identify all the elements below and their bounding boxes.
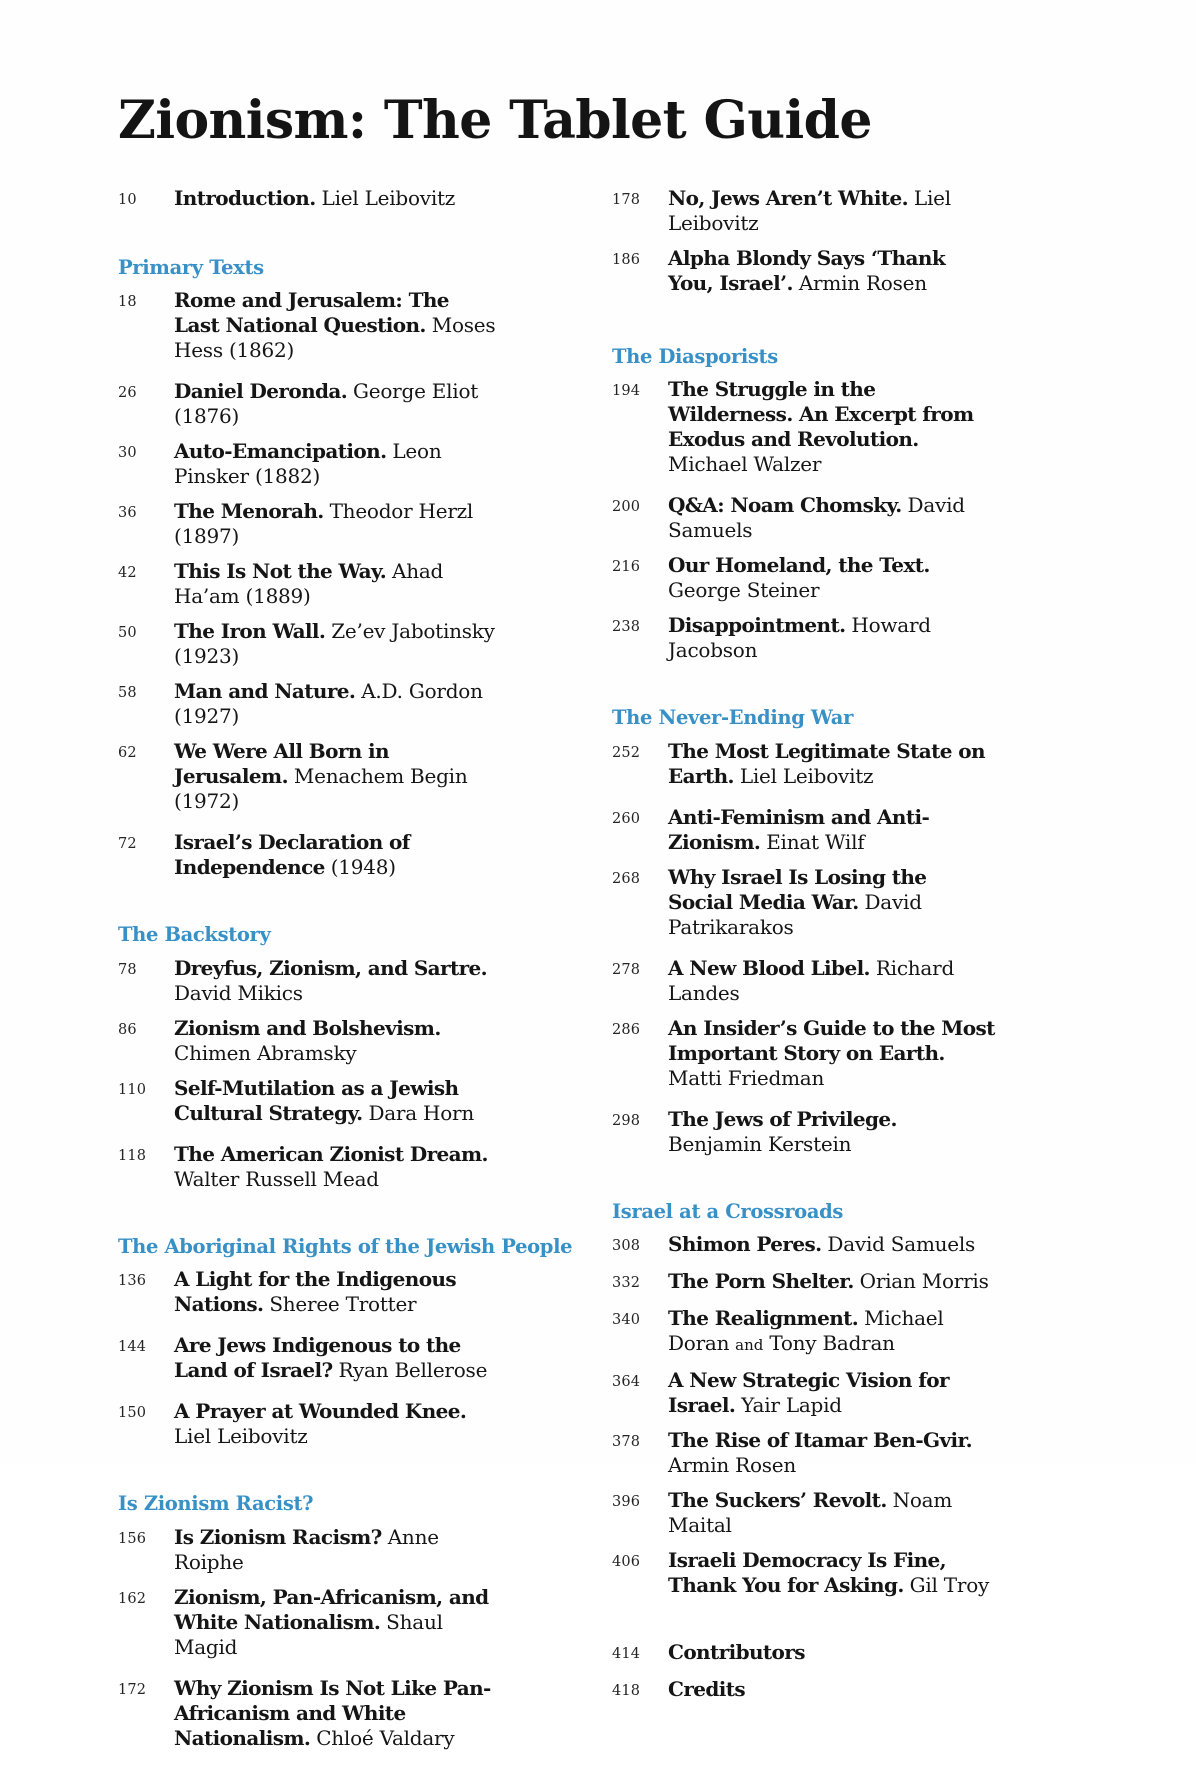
toc-entry-group xyxy=(118,186,498,213)
toc-entry-page-number: 50 xyxy=(118,625,137,642)
section-spacer xyxy=(612,1614,996,1640)
toc-entry[interactable] xyxy=(118,1267,498,1317)
toc-entry[interactable] xyxy=(118,186,498,213)
toc-entry-page-number: 162 xyxy=(118,1590,147,1607)
toc-entry-page-number: 62 xyxy=(118,745,137,762)
toc-entry-page-number: 186 xyxy=(612,252,641,268)
section-spacer xyxy=(118,1459,498,1493)
toc-entry[interactable] xyxy=(612,1269,996,1296)
toc-entry-byline: Moses Hess (1862) xyxy=(174,313,496,363)
toc-entry-page-number: 418 xyxy=(612,1683,641,1700)
toc-entry-body xyxy=(174,1676,498,1751)
toc-entry-byline: George Steiner xyxy=(668,578,820,603)
section-heading: The Never-Ending War xyxy=(612,706,853,730)
toc-entry-page-number: 340 xyxy=(612,1312,641,1329)
toc-entry[interactable] xyxy=(612,553,996,603)
toc-entry-byline: Einat Wilf xyxy=(766,829,865,854)
section-heading: Is Zionism Racist? xyxy=(118,1492,314,1516)
section-heading: The Aboriginal Rights of the Jewish People xyxy=(118,1234,573,1258)
toc-entry-byline: David Patrikarakos xyxy=(668,889,922,939)
toc-entry-byline: Ryan Bellerose xyxy=(338,1358,488,1383)
toc-entry-page-number: 298 xyxy=(612,1112,641,1129)
toc-entry[interactable] xyxy=(118,499,498,549)
toc-entry[interactable] xyxy=(612,377,996,477)
toc-entry-byline: (1948) xyxy=(330,855,396,880)
toc-entry-byline: Orian Morris xyxy=(859,1269,989,1294)
toc-entry-byline: Liel Leibovitz xyxy=(321,186,456,210)
toc-entry-byline: A.D. Gordon (1927) xyxy=(174,679,483,729)
toc-entry-body xyxy=(174,1016,498,1066)
section-heading: Primary Texts xyxy=(118,256,264,279)
section-heading: Israel at a Crossroads xyxy=(612,1199,844,1223)
toc-entry[interactable] xyxy=(612,1488,996,1538)
toc-section-the-never-ending-war xyxy=(612,707,996,1156)
toc-entry-body xyxy=(668,805,996,855)
toc-entry-page-number: 30 xyxy=(118,445,137,462)
section-spacer xyxy=(118,223,498,257)
toc-entry-body xyxy=(174,1525,498,1575)
toc-entry[interactable] xyxy=(612,613,996,663)
toc-entry-title: The Menorah. xyxy=(174,499,324,524)
toc-entry[interactable] xyxy=(612,1016,996,1091)
toc-entry-body xyxy=(668,1488,996,1538)
toc-entry-title: This Is Not the Way. xyxy=(174,559,387,584)
toc-entry-byline: Liel Leibovitz xyxy=(739,763,874,788)
toc-entry-byline: Armin Rosen xyxy=(798,271,927,295)
section-spacer xyxy=(612,673,996,707)
toc-entry-title: The Most Legitimate State on Earth. xyxy=(668,738,985,788)
toc-entry-body xyxy=(174,1267,498,1317)
toc-section-the-aboriginal-rights-of-the-jewish-people xyxy=(118,1234,573,1449)
toc-entry-body xyxy=(174,499,498,549)
toc-entry-group xyxy=(612,186,996,296)
toc-entry-body xyxy=(174,379,498,429)
toc-entry-title: Why Zionism Is Not Like Pan-Africanism and White Nationalism. xyxy=(174,1675,491,1750)
toc-entry-byline: Chimen Abramsky xyxy=(174,1040,357,1065)
toc-entry-title: Alpha Blondy Says ‘Thank You, Israel’. xyxy=(668,246,946,295)
toc-entry-byline: Howard Jacobson xyxy=(668,613,931,663)
toc-entry-byline: Anne Roiphe xyxy=(174,1524,439,1574)
toc-entry-title: A New Strategic Vision for Israel. xyxy=(668,1368,949,1418)
toc-entry[interactable] xyxy=(612,956,996,1006)
toc-entry-page-number: 136 xyxy=(118,1273,147,1290)
toc-entry-body xyxy=(668,865,996,940)
toc-entry-page-number: 144 xyxy=(118,1339,147,1356)
toc-entry-body xyxy=(174,186,498,211)
toc-entry[interactable] xyxy=(118,619,498,669)
toc-entry-byline: Chloé Valdary xyxy=(316,1725,455,1750)
toc-entry-byline-secondary: Tony Badran xyxy=(769,1331,895,1356)
toc-entry-page-number: 156 xyxy=(118,1530,147,1547)
toc-entry-title: Why Israel Is Losing the Social Media War. xyxy=(668,864,927,914)
toc-entry-byline: Theodor Herzl (1897) xyxy=(174,499,474,549)
toc-section-primary-texts xyxy=(118,257,498,880)
toc-entry-title: Disappointment. xyxy=(668,613,846,638)
toc-entry-byline: Shaul Magid xyxy=(174,1609,443,1659)
toc-section-the-backstory xyxy=(118,924,498,1191)
toc-entry-body xyxy=(668,1232,996,1257)
toc-entry-byline: Leon Pinsker (1882) xyxy=(174,439,442,489)
toc-entry-page-number: 406 xyxy=(612,1554,641,1571)
toc-entry-body xyxy=(668,246,996,296)
toc-entry[interactable] xyxy=(118,1333,498,1383)
toc-entry-title: The Realignment. xyxy=(668,1306,859,1331)
toc-entry-page-number: 260 xyxy=(612,810,641,827)
toc-section-the-diasporists xyxy=(612,346,996,663)
toc-entry-byline: Noam Maital xyxy=(668,1488,953,1538)
toc-entry-body xyxy=(668,739,996,789)
toc-entry-title: The Rise of Itamar Ben-Gvir. xyxy=(668,1428,972,1453)
toc-entry-title: The American Zionist Dream. xyxy=(174,1141,488,1166)
toc-entry-title: The Jews of Privilege. xyxy=(668,1106,897,1131)
toc-entry-page-number: 308 xyxy=(612,1238,641,1255)
toc-entry-byline-conjunction: and xyxy=(735,1336,764,1355)
section-heading: The Diasporists xyxy=(612,345,778,368)
toc-entry-page-number: 110 xyxy=(118,1081,147,1098)
toc-entry-byline: Walter Russell Mead xyxy=(174,1166,379,1191)
toc-entry-body xyxy=(174,1142,498,1192)
toc-entry-page-number: 238 xyxy=(612,619,641,636)
toc-entry[interactable] xyxy=(612,805,996,855)
toc-entry-byline: Ahad Ha’am (1889) xyxy=(174,559,444,609)
toc-entry[interactable] xyxy=(612,1107,996,1157)
toc-entry-page-number: 10 xyxy=(118,192,137,208)
toc-entry-title: Anti-Feminism and Anti-Zionism. xyxy=(668,804,930,854)
toc-columns xyxy=(0,186,1196,1767)
toc-entry-body xyxy=(174,619,498,669)
toc-entry-page-number: 42 xyxy=(118,565,137,582)
page-title: Zionism: The Tablet Guide xyxy=(118,89,872,151)
toc-entry-body xyxy=(668,1428,996,1478)
toc-entry[interactable] xyxy=(118,956,498,1006)
toc-entry-title: Daniel Deronda. xyxy=(174,379,348,404)
toc-entry-title: Is Zionism Racism? xyxy=(174,1524,382,1549)
toc-entry[interactable] xyxy=(118,679,498,729)
toc-entry-body xyxy=(174,830,498,880)
toc-entry-body xyxy=(668,613,996,663)
toc-section-is-zionism-racist xyxy=(118,1493,498,1750)
toc-entry[interactable] xyxy=(118,288,498,363)
toc-entry-body xyxy=(668,1269,996,1294)
toc-entry-body xyxy=(174,288,498,363)
section-heading: The Backstory xyxy=(118,923,271,947)
toc-entry[interactable] xyxy=(612,1368,996,1418)
toc-entry[interactable] xyxy=(612,493,996,543)
toc-entry[interactable] xyxy=(118,379,498,429)
toc-entry-byline: Ze’ev Jabotinsky (1923) xyxy=(174,619,495,669)
toc-entry-body xyxy=(668,186,996,236)
toc-entry-title: Shimon Peres. xyxy=(668,1232,822,1257)
toc-column-left xyxy=(0,186,573,1767)
toc-entry-body xyxy=(174,956,498,1006)
toc-entry-title: Dreyfus, Zionism, and Sartre. xyxy=(174,955,488,980)
toc-entry-title: Rome and Jerusalem: The Last National Question. xyxy=(174,288,449,338)
toc-entry-title: Introduction. xyxy=(174,186,316,210)
toc-entry-page-number: 278 xyxy=(612,961,641,978)
toc-entry-title: Auto-Emancipation. xyxy=(174,439,387,464)
toc-entry-title: A New Blood Libel. xyxy=(668,955,870,980)
toc-entry-group xyxy=(612,1640,996,1704)
toc-entry[interactable] xyxy=(612,1548,996,1598)
toc-entry-page-number: 36 xyxy=(118,505,137,522)
toc-entry-byline: George Eliot (1876) xyxy=(174,379,479,429)
toc-entry[interactable] xyxy=(118,1399,498,1449)
section-spacer xyxy=(612,312,996,346)
toc-entry-byline: Benjamin Kerstein xyxy=(668,1131,852,1156)
toc-entry-byline: Liel Leibovitz xyxy=(174,1424,308,1449)
toc-entry[interactable] xyxy=(118,1142,498,1192)
toc-entry-body xyxy=(668,1016,996,1091)
toc-entry-byline: Armin Rosen xyxy=(668,1453,797,1478)
toc-entry-byline: Yair Lapid xyxy=(741,1393,842,1418)
toc-entry-body xyxy=(174,1333,498,1383)
toc-entry-title: Self-Mutilation as a Jewish Cultural Strategy. xyxy=(174,1075,459,1125)
toc-entry-title: Zionism and Bolshevism. xyxy=(174,1015,441,1040)
toc-entry-body xyxy=(174,679,498,729)
toc-entry-page-number: 268 xyxy=(612,870,641,887)
toc-entry-title: An Insider’s Guide to the Most Important Story on Earth. xyxy=(668,1015,995,1065)
toc-entry[interactable] xyxy=(612,1306,996,1358)
toc-entry-body xyxy=(668,1677,996,1702)
toc-entry-page-number: 58 xyxy=(118,685,137,702)
toc-entry-byline: Gil Troy xyxy=(909,1573,990,1598)
toc-entry-page-number: 18 xyxy=(118,294,137,311)
toc-entry-page-number: 364 xyxy=(612,1374,641,1391)
toc-entry-title: The Porn Shelter. xyxy=(668,1269,854,1294)
toc-entry-page-number: 378 xyxy=(612,1434,641,1451)
toc-entry-byline: Richard Landes xyxy=(668,955,955,1005)
toc-entry-title: The Suckers’ Revolt. xyxy=(668,1488,887,1513)
toc-entry-page-number: 86 xyxy=(118,1021,137,1038)
toc-entry-page-number: 72 xyxy=(118,836,137,853)
toc-entry[interactable] xyxy=(118,559,498,609)
toc-entry[interactable] xyxy=(118,1525,498,1575)
toc-entry-byline: David Samuels xyxy=(668,493,965,543)
toc-entry-body xyxy=(174,1399,498,1449)
toc-entry-body xyxy=(668,377,996,477)
toc-column-right xyxy=(498,186,996,1714)
toc-entry-byline: Dara Horn xyxy=(368,1100,475,1125)
toc-entry[interactable] xyxy=(118,1016,498,1066)
toc-entry[interactable] xyxy=(118,739,498,814)
toc-entry-page-number: 172 xyxy=(118,1681,147,1698)
toc-entry-body xyxy=(174,439,498,489)
section-spacer xyxy=(118,890,498,924)
toc-entry[interactable] xyxy=(612,1640,996,1667)
toc-entry[interactable] xyxy=(118,1676,498,1751)
toc-entry[interactable] xyxy=(612,1428,996,1478)
toc-entry-byline: David Samuels xyxy=(827,1232,976,1257)
toc-entry-page-number: 414 xyxy=(612,1646,641,1663)
toc-entry[interactable] xyxy=(612,186,996,236)
toc-entry-byline: Michael Walzer xyxy=(668,452,822,477)
toc-entry-title: Q&A: Noam Chomsky. xyxy=(668,493,902,518)
toc-entry-body xyxy=(174,1076,498,1126)
section-spacer xyxy=(612,1167,996,1201)
toc-entry[interactable] xyxy=(612,865,996,940)
toc-entry[interactable] xyxy=(612,1677,996,1704)
toc-section-israel-at-a-crossroads xyxy=(612,1201,996,1598)
section-spacer xyxy=(118,1202,498,1236)
toc-entry-page-number: 150 xyxy=(118,1405,147,1422)
toc-entry-title: No, Jews Aren’t White. xyxy=(668,186,908,210)
toc-entry-title: We Were All Born in Jerusalem. xyxy=(174,739,389,789)
toc-entry-page-number: 26 xyxy=(118,385,137,402)
toc-entry-byline: Liel Leibovitz xyxy=(668,186,951,235)
toc-entry-body xyxy=(668,956,996,1006)
toc-entry-page-number: 332 xyxy=(612,1275,641,1292)
toc-entry-body xyxy=(174,739,498,814)
toc-entry-body xyxy=(668,553,996,603)
toc-entry-body xyxy=(174,1585,498,1660)
toc-entry[interactable] xyxy=(118,830,498,880)
toc-entry[interactable] xyxy=(118,439,498,489)
toc-entry-page-number: 396 xyxy=(612,1494,641,1511)
toc-entry-page-number: 178 xyxy=(612,192,641,208)
toc-entry[interactable] xyxy=(612,246,996,296)
toc-entry-title: Are Jews Indigenous to the Land of Israel? xyxy=(174,1333,461,1383)
toc-entry-title: Man and Nature. xyxy=(174,679,356,704)
toc-entry-title: Israel’s Declaration of Independence xyxy=(174,830,410,880)
toc-entry-body xyxy=(668,1107,996,1157)
toc-entry-title: The Iron Wall. xyxy=(174,619,326,644)
toc-entry-title: Contributors xyxy=(668,1640,805,1665)
toc-entry-body xyxy=(668,493,996,543)
toc-entry-title: Our Homeland, the Text. xyxy=(668,553,930,578)
toc-entry-byline: Michael Doran xyxy=(668,1306,944,1356)
toc-entry-body xyxy=(668,1368,996,1418)
toc-entry-page-number: 78 xyxy=(118,961,137,978)
toc-entry-body xyxy=(174,559,498,609)
toc-entry-page-number: 286 xyxy=(612,1021,641,1038)
toc-entry-byline: David Mikics xyxy=(174,980,303,1005)
toc-entry[interactable] xyxy=(612,1232,996,1259)
toc-entry-page-number: 200 xyxy=(612,499,641,516)
toc-entry-page-number: 252 xyxy=(612,744,641,761)
toc-entry-body xyxy=(668,1640,996,1665)
toc-entry-body xyxy=(668,1306,996,1358)
toc-entry-page-number: 118 xyxy=(118,1147,147,1164)
toc-entry-title: A Light for the Indigenous Nations. xyxy=(174,1267,457,1317)
toc-entry-byline: Matti Friedman xyxy=(668,1065,825,1090)
toc-entry-page-number: 194 xyxy=(612,383,641,400)
toc-entry-title: The Struggle in the Wilderness. An Excerpt from Exodus and Revolution. xyxy=(668,377,974,452)
toc-entry[interactable] xyxy=(118,1076,498,1126)
toc-entry-title: Israeli Democracy Is Fine, Thank You for Asking. xyxy=(668,1548,947,1598)
toc-entry-body xyxy=(668,1548,996,1598)
toc-entry-title: Credits xyxy=(668,1677,746,1702)
toc-entry-title: A Prayer at Wounded Knee. xyxy=(174,1399,467,1424)
toc-entry-byline: Sheree Trotter xyxy=(269,1292,417,1317)
toc-entry[interactable] xyxy=(612,739,996,789)
toc-entry-title: Zionism, Pan-Africanism, and White Nationalism. xyxy=(174,1584,489,1634)
toc-entry-byline: Menachem Begin (1972) xyxy=(174,764,468,814)
toc-entry-page-number: 216 xyxy=(612,559,641,576)
toc-entry[interactable] xyxy=(118,1585,498,1660)
